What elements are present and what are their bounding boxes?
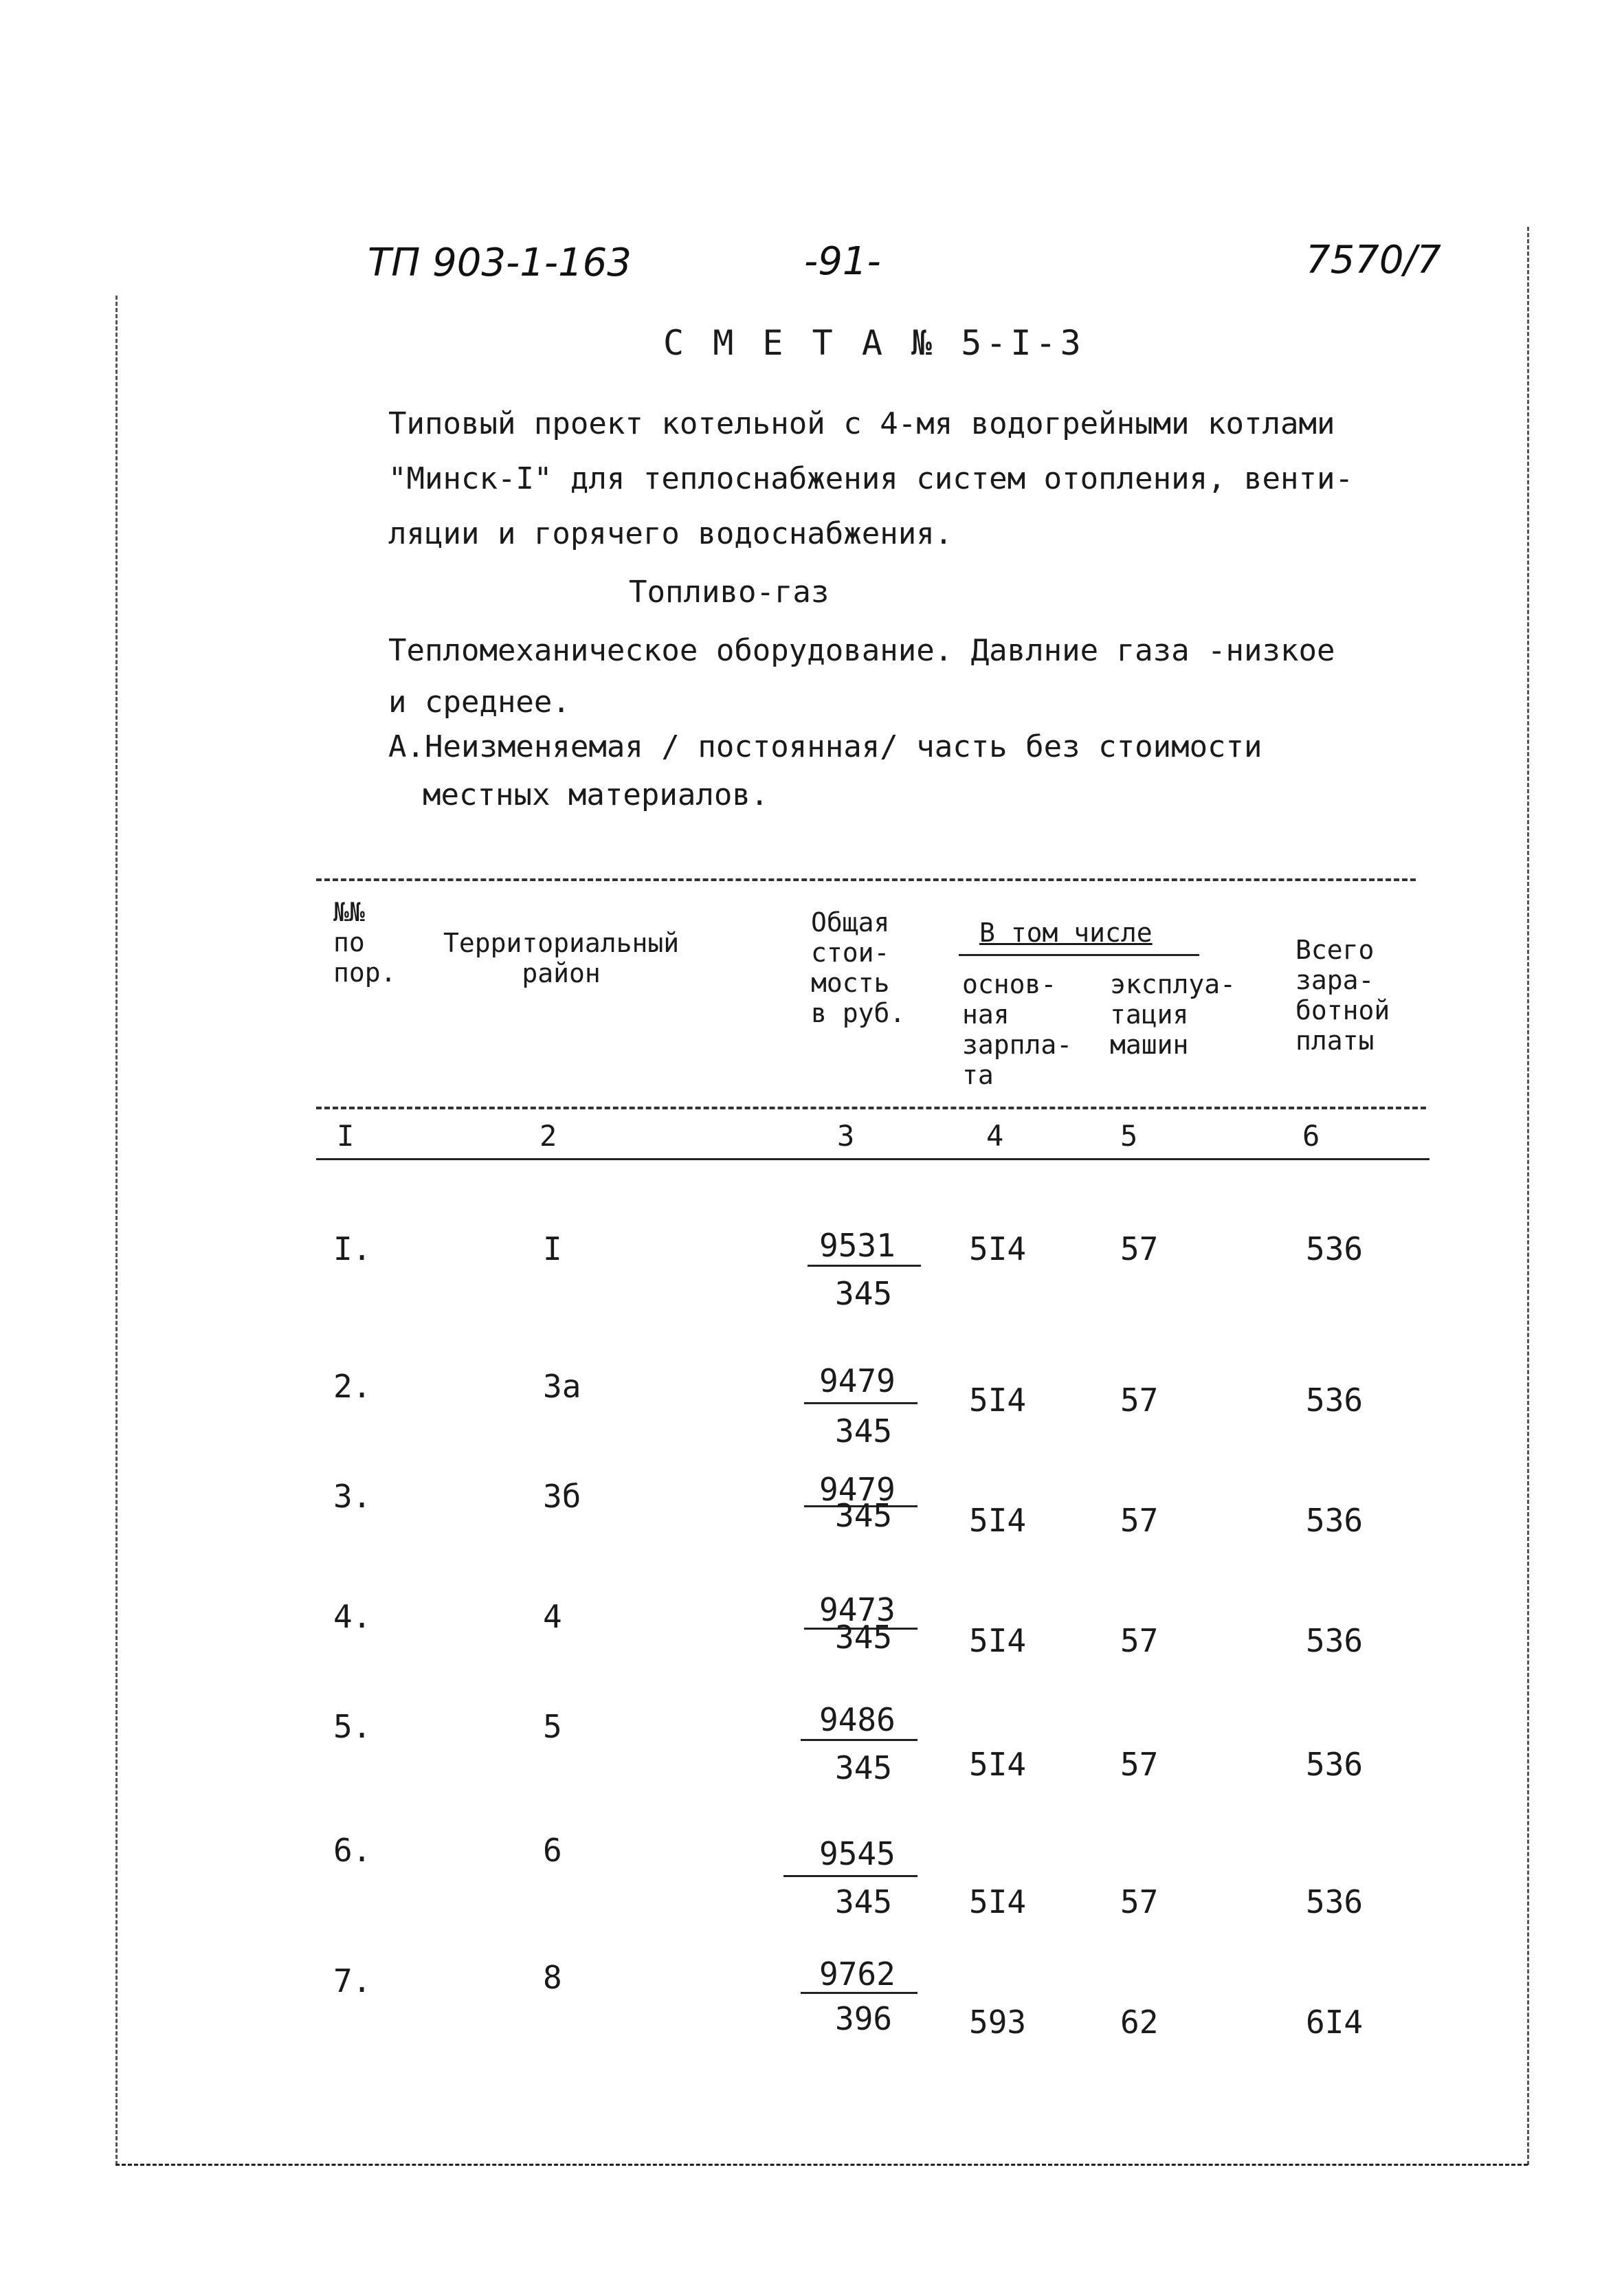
row-number: 2. <box>333 1368 372 1405</box>
row-number: I. <box>333 1230 372 1267</box>
total-cost: 9762 <box>819 1955 896 1993</box>
base-wage: 5I4 <box>969 1502 1027 1539</box>
header-col4: основ- ная зарпла- та <box>962 969 1073 1090</box>
column-number-5: 5 <box>1120 1119 1138 1153</box>
row-number: 6. <box>333 1832 372 1869</box>
base-wage: 5I4 <box>969 1746 1027 1783</box>
region: I <box>543 1230 562 1267</box>
total-cost-sub: 345 <box>835 1412 893 1450</box>
description-line-3: ляции и горячего водоснабжения. <box>388 516 953 551</box>
total-cost: 9486 <box>819 1701 896 1738</box>
page-number: -91- <box>804 239 881 284</box>
bottom-frame-line <box>115 2164 1528 2166</box>
base-wage: 5I4 <box>969 1230 1027 1267</box>
total-wages: 536 <box>1306 1502 1364 1539</box>
base-wage: 5I4 <box>969 1883 1027 1920</box>
column-number-6: 6 <box>1302 1119 1320 1153</box>
total-wages: 536 <box>1306 1230 1364 1267</box>
machine-operation: 57 <box>1120 1502 1159 1539</box>
total-cost-sub: 345 <box>835 1497 893 1534</box>
machine-operation: 57 <box>1120 1883 1159 1920</box>
total-cost: 9545 <box>819 1835 896 1872</box>
fraction-line <box>801 1739 917 1741</box>
total-cost-sub: 345 <box>835 1883 893 1920</box>
machine-operation: 57 <box>1120 1230 1159 1267</box>
total-cost-sub: 345 <box>835 1619 893 1656</box>
region: 4 <box>543 1598 562 1635</box>
region: 3б <box>543 1478 581 1515</box>
total-cost-sub: 396 <box>835 2000 893 2037</box>
region: 8 <box>543 1959 562 1996</box>
part-line-2: местных материалов. <box>423 777 769 812</box>
header-col2: Территориальный район <box>443 928 680 988</box>
header-col1: №№ по пор. <box>333 897 397 988</box>
total-cost-sub: 345 <box>835 1749 893 1786</box>
column-numbers-underline <box>316 1158 1430 1160</box>
total-wages: 536 <box>1306 1746 1364 1783</box>
region: 3а <box>543 1368 581 1405</box>
total-wages: 536 <box>1306 1883 1364 1920</box>
equipment-line-2: и среднее. <box>388 685 570 720</box>
total-cost: 9479 <box>819 1362 896 1399</box>
total-wages: 6I4 <box>1306 2004 1364 2041</box>
column-number-1: I <box>337 1119 355 1153</box>
header-group-in-that-number: В том числе <box>979 918 1153 948</box>
sheet-reference: 7570/7 <box>1306 238 1442 282</box>
project-code: ТП 903-1-163 <box>368 241 632 285</box>
machine-operation: 62 <box>1120 2004 1159 2041</box>
total-cost-sub: 345 <box>835 1275 893 1312</box>
left-margin-line <box>115 296 118 2165</box>
fuel-type: Топливо-газ <box>629 575 830 610</box>
machine-operation: 57 <box>1120 1622 1159 1659</box>
header-col6: Всего зара- ботной платы <box>1295 935 1390 1056</box>
header-col3: Общая стои- мость в руб. <box>811 907 906 1028</box>
machine-operation: 57 <box>1120 1746 1159 1783</box>
row-number: 7. <box>333 1962 372 1999</box>
description-line-2: "Минск-I" для теплоснабжения систем отопления, венти- <box>388 461 1353 496</box>
fraction-line <box>801 1992 917 1994</box>
document-title: С М Е Т А № 5-I-3 <box>663 323 1085 363</box>
total-cost: 9473 <box>819 1591 896 1628</box>
base-wage: 5I4 <box>969 1382 1027 1419</box>
row-number: 4. <box>333 1598 372 1635</box>
right-margin-line <box>1527 227 1529 2165</box>
header-group-underline <box>959 954 1199 956</box>
column-number-3: 3 <box>837 1119 855 1153</box>
header-bottom-rule <box>316 1107 1426 1109</box>
total-wages: 536 <box>1306 1622 1364 1659</box>
column-number-4: 4 <box>986 1119 1004 1153</box>
row-number: 5. <box>333 1708 372 1745</box>
fraction-line <box>783 1875 917 1877</box>
column-number-2: 2 <box>540 1119 557 1153</box>
row-number: 3. <box>333 1478 372 1515</box>
base-wage: 593 <box>969 2004 1027 2041</box>
machine-operation: 57 <box>1120 1382 1159 1419</box>
base-wage: 5I4 <box>969 1622 1027 1659</box>
total-cost: 9531 <box>819 1227 896 1264</box>
fraction-line <box>804 1402 917 1404</box>
description-line-1: Типовый проект котельной с 4-мя водогрейными котлами <box>388 406 1335 441</box>
total-cost: 9479 <box>819 1471 896 1508</box>
header-col5: эксплуа- тация машин <box>1110 969 1236 1060</box>
part-line-1: А.Неизменяемая / постоянная/ часть без стоимости <box>388 729 1263 764</box>
region: 5 <box>543 1708 562 1745</box>
fraction-line <box>808 1265 921 1267</box>
equipment-line-1: Тепломеханическое оборудование. Давлние газа -низкое <box>388 633 1335 668</box>
region: 6 <box>543 1832 562 1869</box>
total-wages: 536 <box>1306 1382 1364 1419</box>
table-top-rule <box>316 878 1416 881</box>
